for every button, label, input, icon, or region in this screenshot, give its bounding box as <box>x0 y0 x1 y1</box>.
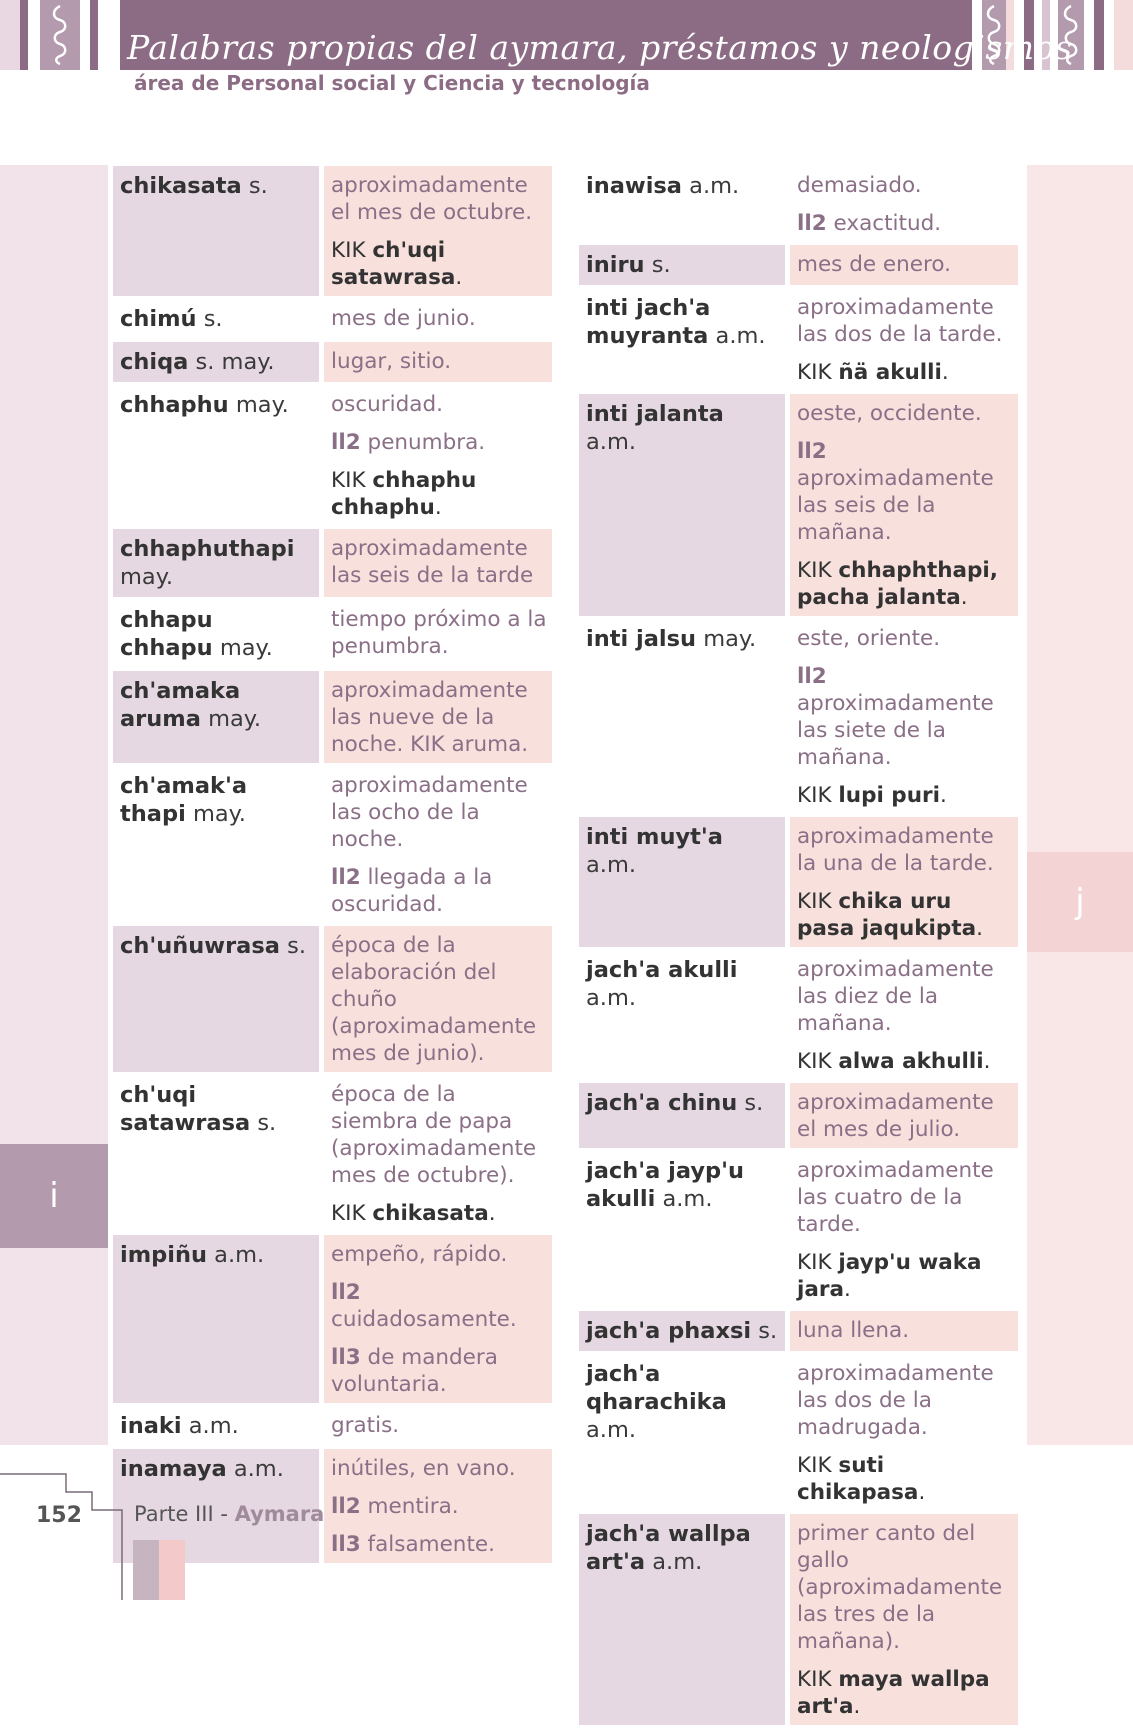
entry-definitions <box>324 600 552 668</box>
entry-definitions <box>790 1083 1018 1148</box>
definition <box>797 1317 1015 1344</box>
definition-text: demasiado. <box>797 173 922 198</box>
page-number: 152 <box>36 1503 82 1528</box>
headword: chhaphu <box>120 392 229 418</box>
definition-text: aproximadamente las dos de la madrugada. <box>797 1361 994 1440</box>
grammar-tag: a.m. <box>689 173 740 199</box>
glossary-entry <box>579 1083 1033 1148</box>
definition-text: este, oriente. <box>797 626 941 651</box>
definition <box>331 772 549 853</box>
entry-term <box>113 671 319 763</box>
definition <box>797 172 1015 199</box>
definition-text: aproximadamente las dos de la tarde. <box>797 295 1003 347</box>
sense-number: ll2 <box>331 1494 361 1519</box>
headword: chikasata <box>120 173 242 199</box>
header-stripe <box>0 0 20 70</box>
reference-term: chhaphthapi, pacha jalanta <box>797 558 998 610</box>
cross-reference <box>331 467 549 521</box>
reference-term: ch'uqi satawrasa <box>331 238 456 290</box>
definition-text: aproximadamente la una de la tarde. <box>797 824 994 876</box>
headword: chhapu chhapu <box>120 607 213 661</box>
cross-reference <box>797 1666 1015 1720</box>
definition <box>797 663 1015 771</box>
grammar-tag: a.m. <box>662 1186 713 1212</box>
definition-text: oscuridad. <box>331 392 443 417</box>
entry-term <box>113 529 319 597</box>
header-stripe <box>80 0 90 70</box>
definition <box>331 172 549 226</box>
cross-reference <box>331 237 549 291</box>
grammar-tag: s. <box>651 252 671 278</box>
kik-marker: KIK <box>331 468 366 493</box>
reference-term: chika uru pasa jaqukipta <box>797 889 977 941</box>
headword: jach'a chinu <box>586 1090 738 1116</box>
definition-text: penumbra. <box>367 430 486 455</box>
kik-marker: KIK <box>797 558 832 583</box>
definition-text: falsamente. <box>367 1532 495 1557</box>
entry-term <box>579 166 785 242</box>
glossary-entry <box>113 766 567 923</box>
definition-text: aproximadamente el mes de julio. <box>797 1090 994 1142</box>
entry-definitions <box>324 385 552 526</box>
glossary-entry <box>579 950 1033 1080</box>
glossary-entry <box>113 529 567 597</box>
definition-text: aproximadamente las ocho de la noche. <box>331 773 528 852</box>
entry-term <box>579 1151 785 1308</box>
punctuation: . <box>434 495 442 520</box>
grammar-tag: a.m. <box>652 1549 703 1575</box>
headword: inti muyt'a <box>586 824 723 850</box>
cross-reference <box>797 557 1015 611</box>
grammar-tag: a.m. <box>586 985 637 1011</box>
entry-definitions <box>324 766 552 923</box>
cross-reference <box>331 1200 549 1227</box>
entry-definitions <box>324 166 552 296</box>
definition-text: mentira. <box>367 1494 459 1519</box>
punctuation: . <box>844 1277 851 1302</box>
definition-text: lugar, sitio. <box>331 349 452 374</box>
definition-text: aproximadamente las nueve de la noche. KIK aruma. <box>331 678 529 757</box>
entry-definitions <box>324 671 552 763</box>
reference-term: lupi puri <box>838 783 940 808</box>
definition-text: empeño, rápido. <box>331 1242 508 1267</box>
glossary-entry <box>579 1514 1033 1725</box>
definition <box>331 1081 549 1189</box>
entry-term <box>579 619 785 814</box>
definition <box>797 438 1015 546</box>
definition-text: mes de junio. <box>331 306 476 331</box>
definition-text: de mandera voluntaria. <box>331 1345 498 1397</box>
headword: iniru <box>586 252 645 278</box>
entry-definitions <box>790 1354 1018 1511</box>
glossary-entry <box>113 926 567 1072</box>
definition <box>797 1520 1015 1655</box>
grammar-tag: a.m. <box>214 1242 265 1268</box>
entry-term <box>579 394 785 616</box>
sense-number: ll3 <box>331 1532 361 1557</box>
punctuation: . <box>983 1049 991 1074</box>
entry-definitions <box>790 1514 1018 1725</box>
definition <box>331 1493 549 1520</box>
grammar-tag: a.m. <box>188 1413 239 1439</box>
entry-definitions <box>324 1235 552 1403</box>
headword: chiqa <box>120 349 189 375</box>
entry-term <box>113 342 319 382</box>
header-stripe <box>1094 0 1104 70</box>
sense-number: ll2 <box>331 865 361 890</box>
glossary-entry <box>113 385 567 526</box>
entry-definitions <box>324 342 552 382</box>
definition-text: luna llena. <box>797 1318 910 1343</box>
definition <box>331 864 549 918</box>
header-stripe <box>1104 0 1114 70</box>
definition-text: gratis. <box>331 1413 400 1438</box>
glossary-entry <box>113 1235 567 1403</box>
reference-term: jayp'u waka jara <box>797 1250 982 1302</box>
header-stripe <box>1084 0 1094 70</box>
reference-term: maya wallpa art'a <box>797 1667 990 1719</box>
definition-text: aproximadamente las cuatro de la tarde. <box>797 1158 994 1237</box>
spiral-ornament-icon <box>49 4 71 66</box>
definition <box>331 1531 549 1558</box>
headword: inti jalsu <box>586 626 697 652</box>
headword: jach'a jayp'u akulli <box>586 1158 745 1212</box>
punctuation: . <box>488 1201 496 1226</box>
definition <box>797 210 1015 237</box>
page-title: Palabras propias del aymara, préstamos y neologismos <box>127 28 1073 67</box>
punctuation: . <box>960 585 968 610</box>
headword: chimú <box>120 306 197 332</box>
header-stripe <box>90 0 98 70</box>
punctuation: . <box>918 1480 926 1505</box>
definition <box>797 956 1015 1037</box>
glossary-entry <box>579 288 1033 391</box>
entry-term <box>113 385 319 526</box>
headword: inawisa <box>586 173 682 199</box>
grammar-tag: may. <box>235 392 289 418</box>
definition-text: aproximadamente el mes de octubre. <box>331 173 533 225</box>
definition <box>797 625 1015 652</box>
footer-bar <box>133 1540 159 1600</box>
entry-term <box>579 1083 785 1148</box>
entry-term <box>579 1514 785 1725</box>
kik-marker: KIK <box>331 1201 366 1226</box>
headword: jach'a akulli <box>586 957 738 983</box>
sense-number: ll3 <box>331 1345 361 1370</box>
sense-number: ll2 <box>797 664 827 689</box>
glossary-entry <box>579 245 1033 285</box>
grammar-tag: s. <box>248 173 268 199</box>
glossary-entry <box>579 817 1033 947</box>
definition-text: oeste, occidente. <box>797 401 982 426</box>
reference-term: chhaphu chhaphu <box>331 468 477 520</box>
definition <box>331 1455 549 1482</box>
footer-separator: - <box>213 1502 235 1526</box>
punctuation: . <box>939 783 947 808</box>
cross-reference <box>797 1452 1015 1506</box>
grammar-tag: a.m. <box>586 852 637 878</box>
entry-definitions <box>324 299 552 339</box>
sense-number: ll2 <box>797 211 827 236</box>
headword: inamaya <box>120 1456 227 1482</box>
entry-term <box>113 1235 319 1403</box>
definition-text: aproximadamente las seis de la tarde <box>331 536 534 588</box>
sense-number: ll2 <box>331 1280 361 1305</box>
glossary-entry <box>579 394 1033 616</box>
glossary-entry <box>579 1151 1033 1308</box>
entry-definitions <box>790 166 1018 242</box>
entry-term <box>579 817 785 947</box>
entry-term <box>113 1406 319 1446</box>
kik-marker: KIK <box>797 783 832 808</box>
section-letter-tab: j <box>1027 852 1133 952</box>
entry-definitions <box>790 394 1018 616</box>
definition <box>331 1241 549 1268</box>
definition <box>331 1344 549 1398</box>
glossary-entry <box>113 600 567 668</box>
definition-text: aproximadamente las diez de la mañana. <box>797 957 994 1036</box>
entry-definitions <box>324 1449 552 1563</box>
kik-marker: KIK <box>331 238 366 263</box>
entry-term <box>579 288 785 391</box>
punctuation: . <box>853 1694 861 1719</box>
sense-number: ll2 <box>331 430 361 455</box>
grammar-tag: a.m. <box>586 1417 637 1443</box>
entry-definitions <box>790 245 1018 285</box>
glossary-entry <box>113 671 567 763</box>
grammar-tag: a.m. <box>715 323 766 349</box>
footer-step-line <box>0 1470 140 1600</box>
grammar-tag: may. <box>192 801 246 827</box>
glossary-entry <box>579 619 1033 814</box>
cross-reference <box>797 1249 1015 1303</box>
headword: ch'amak'a thapi <box>120 773 248 827</box>
entry-term <box>579 245 785 285</box>
entry-definitions <box>790 950 1018 1080</box>
kik-marker: KIK <box>797 889 832 914</box>
headword: inti jalanta <box>586 401 724 427</box>
headword: inaki <box>120 1413 182 1439</box>
kik-marker: KIK <box>797 1453 832 1478</box>
headword: impiñu <box>120 1242 208 1268</box>
glossary-entry <box>113 1075 567 1232</box>
entry-term <box>579 1311 785 1351</box>
definition-text: época de la siembra de papa (aproximadamente mes de octubre). <box>331 1082 537 1188</box>
footer-part: Parte III <box>134 1502 214 1526</box>
definition <box>331 1279 549 1333</box>
reference-term: chikasata <box>372 1201 489 1226</box>
definition-text: tiempo próximo a la penumbra. <box>331 607 547 659</box>
definition <box>331 429 549 456</box>
entry-term <box>113 166 319 296</box>
definition <box>797 1360 1015 1441</box>
grammar-tag: may. <box>703 626 757 652</box>
kik-marker: KIK <box>797 1250 832 1275</box>
headword: ch'uqi satawrasa <box>120 1082 251 1136</box>
grammar-tag: a.m. <box>586 429 637 455</box>
grammar-tag: s. <box>744 1090 764 1116</box>
definition <box>331 348 549 375</box>
cross-reference <box>797 782 1015 809</box>
definition-text: primer canto del gallo (aproximadamente las tres de la mañana). <box>797 1521 1003 1654</box>
definition <box>331 535 549 589</box>
definition-text: aproximadamente las seis de la mañana. <box>797 466 994 545</box>
grammar-tag: s. <box>758 1318 778 1344</box>
cross-reference <box>797 888 1015 942</box>
definition-text: cuidadosamente. <box>331 1307 517 1332</box>
entry-term <box>579 950 785 1080</box>
headword: ch'uñuwrasa <box>120 933 280 959</box>
definition <box>797 823 1015 877</box>
punctuation: . <box>976 916 983 941</box>
reference-term: suti chikapasa <box>797 1453 919 1505</box>
glossary-column-right <box>579 166 1033 1728</box>
header-stripe <box>98 0 120 70</box>
header-stripe <box>28 0 40 70</box>
grammar-tag: a.m. <box>233 1456 284 1482</box>
definition-text: exactitud. <box>833 211 942 236</box>
definition <box>797 294 1015 348</box>
header-stripe <box>1114 0 1133 70</box>
section-letter-tab: i <box>0 1144 108 1248</box>
definition <box>331 606 549 660</box>
entry-term <box>579 1354 785 1511</box>
entry-term <box>113 299 319 339</box>
definition <box>797 1089 1015 1143</box>
reference-term: ñä akulli <box>838 360 942 385</box>
entry-definitions <box>790 619 1018 814</box>
page-subtitle: área de Personal social y Ciencia y tecnología <box>134 71 650 95</box>
headword: ch'amaka aruma <box>120 678 241 732</box>
reference-term: alwa akhulli <box>838 1049 984 1074</box>
definition <box>331 1412 549 1439</box>
grammar-tag: may. <box>219 635 273 661</box>
header-stripe <box>20 0 28 70</box>
entry-definitions <box>790 1151 1018 1308</box>
glossary-entry <box>579 1354 1033 1511</box>
glossary-entry <box>113 166 567 296</box>
definition-text: llegada a la oscuridad. <box>331 865 493 917</box>
definition <box>331 932 549 1067</box>
definition-text: aproximadamente las siete de la mañana. <box>797 691 994 770</box>
footer-bar <box>159 1540 185 1600</box>
entry-definitions <box>790 1311 1018 1351</box>
definition-text: época de la elaboración del chuño (aproximadamente mes de junio). <box>331 933 537 1066</box>
sense-number: ll2 <box>797 439 827 464</box>
grammar-tag: s. <box>287 933 306 959</box>
side-panel-left <box>0 165 108 1445</box>
entry-definitions <box>324 1075 552 1232</box>
entry-term <box>113 1075 319 1232</box>
definition-text: inútiles, en vano. <box>331 1456 516 1481</box>
headword: jach'a qharachika <box>586 1361 727 1415</box>
glossary-entry <box>113 342 567 382</box>
definition <box>331 677 549 758</box>
entry-term <box>113 766 319 923</box>
punctuation: . <box>941 360 949 385</box>
headword: chhaphuthapi <box>120 536 295 562</box>
kik-marker: KIK <box>797 1667 832 1692</box>
entry-term <box>113 926 319 1072</box>
entry-term <box>113 600 319 668</box>
glossary-entry <box>113 299 567 339</box>
side-panel-right <box>1027 165 1133 1445</box>
entry-definitions <box>790 288 1018 391</box>
entry-definitions <box>324 529 552 597</box>
glossary-column-left <box>113 166 567 1566</box>
grammar-tag: may. <box>208 706 262 732</box>
footer-part-label <box>134 1502 324 1526</box>
definition-text: mes de enero. <box>797 252 951 277</box>
kik-marker: KIK <box>797 360 832 385</box>
definition <box>331 391 549 418</box>
headword: jach'a phaxsi <box>586 1318 752 1344</box>
glossary-entry <box>113 1406 567 1446</box>
definition <box>797 1157 1015 1238</box>
glossary-entry <box>579 166 1033 242</box>
entry-definitions <box>790 817 1018 947</box>
grammar-tag: may. <box>120 564 173 590</box>
definition <box>797 251 1015 278</box>
footer-language: Aymara <box>234 1502 325 1526</box>
grammar-tag: s. may. <box>195 349 275 375</box>
punctuation: . <box>455 265 463 290</box>
grammar-tag: s. <box>203 306 223 332</box>
definition <box>797 400 1015 427</box>
grammar-tag: s. <box>257 1110 277 1136</box>
headword: jach'a wallpa art'a <box>586 1521 751 1575</box>
entry-definitions <box>324 926 552 1072</box>
headword: inti jach'a muyranta <box>586 295 711 349</box>
entry-definitions <box>324 1406 552 1446</box>
definition <box>331 305 549 332</box>
cross-reference <box>797 359 1015 386</box>
cross-reference <box>797 1048 1015 1075</box>
glossary-entry <box>579 1311 1033 1351</box>
kik-marker: KIK <box>797 1049 832 1074</box>
